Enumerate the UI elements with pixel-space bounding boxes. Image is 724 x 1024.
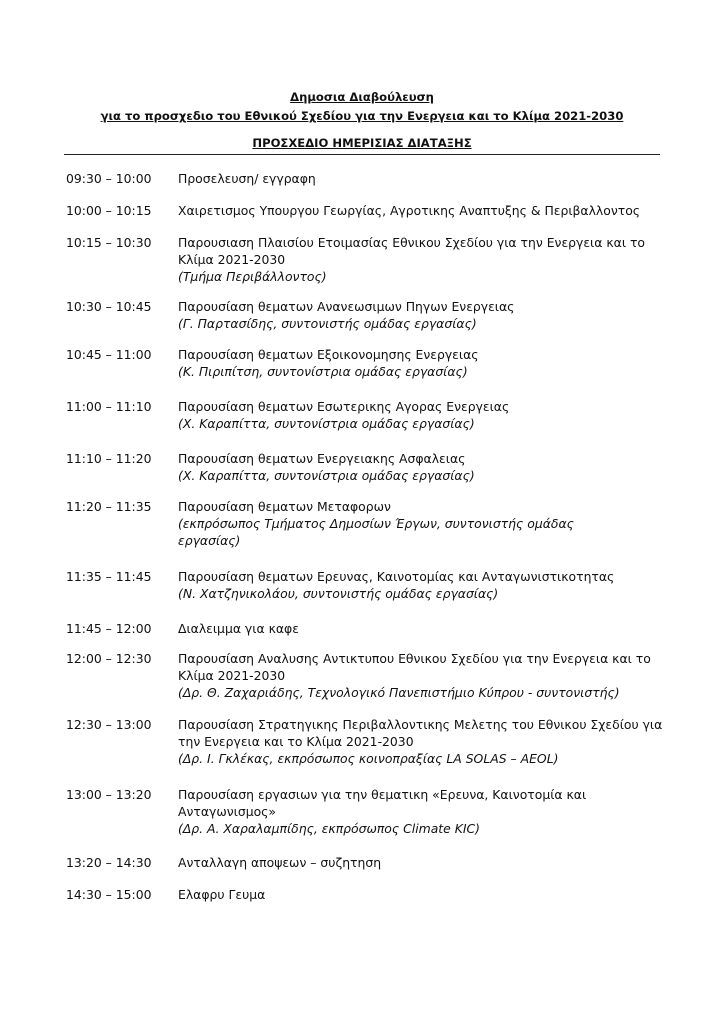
agenda-speaker: (Χ. Καραπίττα, συντονίστρια ομάδας εργασίας) — [178, 416, 475, 431]
agenda-time: 10:15 – 10:30 — [66, 235, 152, 250]
agenda-description — [178, 450, 668, 484]
agenda-description-line: Ανταγωνισμος» — [178, 804, 277, 819]
agenda-description — [178, 298, 668, 332]
agenda-speaker: (Ν. Χατζηνικολάου, συντονιστής ομάδας εργασίας) — [178, 586, 499, 601]
agenda-description-line: Παρουσίαση Στρατηγικης Περιβαλλοντικης Μελετης του Εθνικου Σχεδίου για — [178, 717, 663, 732]
agenda-time: 11:10 – 11:20 — [66, 451, 152, 466]
agenda-time: 09:30 – 10:00 — [66, 171, 152, 186]
agenda-speaker: (Δρ. Θ. Ζαχαριάδης, Τεχνολογικό Πανεπιστήμιο Κύπρου - συντονιστής) — [178, 685, 620, 700]
agenda-description-line: την Ενεργεια και το Κλίμα 2021-2030 — [178, 734, 414, 749]
agenda-speaker: (Δρ. Ι. Γκλέκας, εκπρόσωπος κοινοπραξίας LA SOLAS – AEOL) — [178, 751, 559, 766]
agenda-description — [178, 716, 668, 767]
agenda-time: 13:00 – 13:20 — [66, 787, 152, 802]
agenda-description-line: Ελαφρυ Γευμα — [178, 887, 266, 902]
agenda-time: 10:00 – 10:15 — [66, 203, 152, 218]
agenda-time: 13:20 – 14:30 — [66, 855, 152, 870]
agenda-speaker: εργασίας) — [178, 533, 241, 548]
agenda-description-line: Παρουσίαση θεματων Ανανεωσιμων Πηγων Ενεργειας — [178, 299, 515, 314]
agenda-time: 10:45 – 11:00 — [66, 347, 152, 362]
agenda-description-line: Παρουσίαση θεματων Μεταφορων — [178, 499, 391, 514]
agenda-description-line: Παρουσίαση θεματων Ενεργειακης Ασφαλειας — [178, 451, 466, 466]
agenda-description-line: Παρουσιαση Πλαισίου Ετοιμασίας Εθνικου Σχεδίου για την Ενεργεια και το — [178, 235, 645, 250]
agenda-description — [178, 202, 668, 219]
agenda-description — [178, 786, 668, 837]
agenda-description — [178, 234, 668, 285]
agenda-time: 10:30 – 10:45 — [66, 299, 152, 314]
agenda-speaker: (εκπρόσωπος Τμήματος Δημοσίων Έργων, συντονιστής ομάδας — [178, 516, 574, 531]
agenda-description-line: Παρουσίαση Αναλυσης Αντικτυπου Εθνικου Σχεδίου για την Ενεργεια και το — [178, 651, 651, 666]
agenda-speaker: (Κ. Πιριπίτση, συντονίστρια ομάδας εργασίας) — [178, 364, 468, 379]
document-subtitle: για το προσχεδιο του Εθνικού Σχεδίου για την Ενεργεια και το Κλίμα 2021-2030 — [100, 109, 624, 123]
agenda-description — [178, 346, 668, 380]
agenda-time: 12:30 – 13:00 — [66, 717, 152, 732]
agenda-time: 11:00 – 11:10 — [66, 399, 152, 414]
agenda-speaker: (Δρ. Α. Χαραλαμπίδης, εκπρόσωπος Climate KIC) — [178, 821, 480, 836]
agenda-description — [178, 170, 668, 187]
agenda-description-line: Προσελευση/ εγγραφη — [178, 171, 316, 186]
agenda-title: ΠΡΟΣΧΕΔΙΟ ΗΜΕΡΙΣΙΑΣ ΔΙΑΤΑΞΗΣ — [252, 136, 472, 150]
agenda-description-line: Παρουσίαση εργασιων για την θεματικη «Ερευνα, Καινοτομία και — [178, 787, 587, 802]
agenda-description — [178, 568, 668, 602]
agenda-description-line: Παρουσίαση θεματων Εσωτερικης Αγορας Ενεργειας — [178, 399, 510, 414]
agenda-description — [178, 620, 668, 637]
agenda-description — [178, 854, 668, 871]
agenda-description-line: Διαλειμμα για καφε — [178, 621, 299, 636]
agenda-description-line: Παρουσίαση θεματων Εξοικονομησης Ενεργειας — [178, 347, 479, 362]
agenda-description-line: Ανταλλαγη αποψεων – συζητηση — [178, 855, 382, 870]
agenda-speaker: (Τμήμα Περιβάλλοντος) — [178, 269, 327, 284]
agenda-description — [178, 398, 668, 432]
agenda-time: 12:00 – 12:30 — [66, 651, 152, 666]
agenda-time: 11:45 – 12:00 — [66, 621, 152, 636]
agenda-time: 14:30 – 15:00 — [66, 887, 152, 902]
document-title: Δημοσια Διαβούλευση — [290, 90, 434, 104]
agenda-description-line: Χαιρετισμος Υπουργου Γεωργίας, Αγροτικης Αναπτυξης & Περιβαλλοντος — [178, 203, 641, 218]
agenda-time: 11:20 – 11:35 — [66, 499, 152, 514]
agenda-description — [178, 498, 668, 549]
agenda-description-line: Παρουσίαση θεματων Ερευνας, Καινοτομίας και Ανταγωνιστικοτητας — [178, 569, 615, 584]
agenda-description — [178, 650, 668, 701]
agenda-description-line: Κλίμα 2021-2030 — [178, 668, 286, 683]
agenda-speaker: (Χ. Καραπίττα, συντονίστρια ομάδας εργασίας) — [178, 468, 475, 483]
agenda-speaker: (Γ. Παρτασίδης, συντονιστής ομάδας εργασίας) — [178, 316, 477, 331]
agenda-description-line: Κλίμα 2021-2030 — [178, 252, 286, 267]
agenda-description — [178, 886, 668, 903]
agenda-time: 11:35 – 11:45 — [66, 569, 152, 584]
